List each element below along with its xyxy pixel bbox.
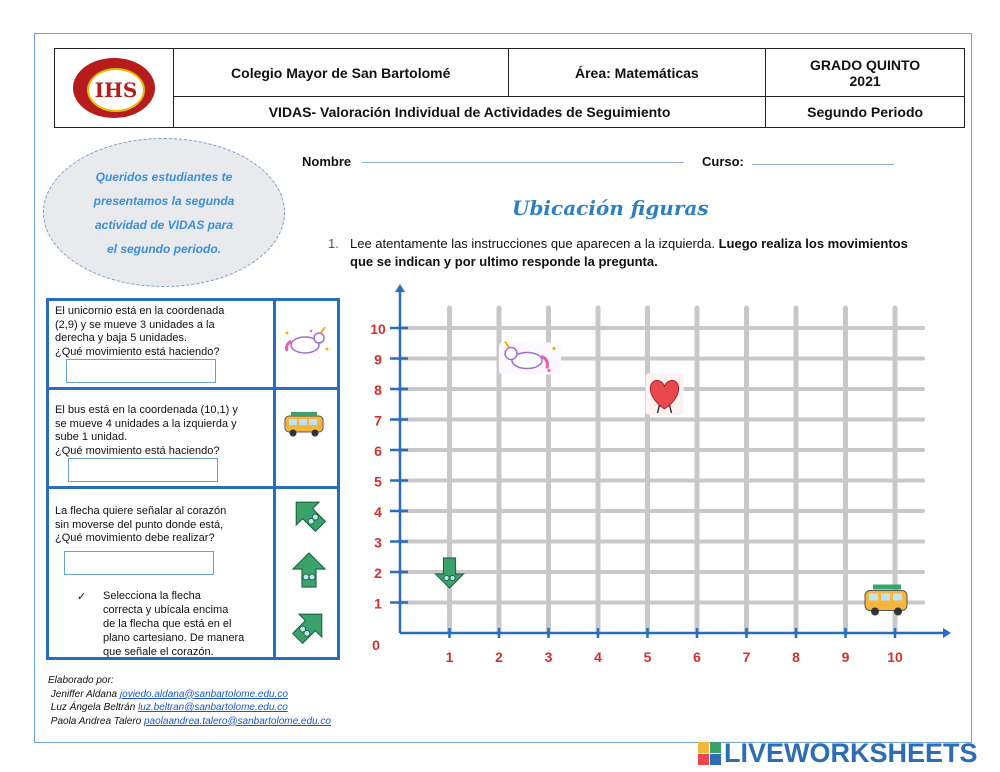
y-tick-label: 6 bbox=[374, 443, 382, 459]
author-name: Jeniffer Aldana bbox=[50, 688, 118, 700]
axis-layer bbox=[390, 284, 951, 638]
bus-wheel bbox=[894, 608, 902, 616]
y-tick-label: 8 bbox=[374, 382, 382, 398]
hint-line: Selecciona la flecha bbox=[103, 590, 201, 602]
x-axis-arrowhead bbox=[943, 628, 951, 638]
question-line: sube 1 unidad. bbox=[55, 431, 128, 443]
question-line: derecha y baja 5 unidades. bbox=[55, 332, 188, 344]
subject-area: Área: Matemáticas bbox=[508, 49, 766, 97]
question-line: (2,9) y se mueve 3 unidades a la bbox=[55, 318, 215, 331]
author-email-link[interactable]: luz.beltran@sanbartolome.edu.co bbox=[138, 702, 288, 713]
credit-line bbox=[48, 688, 331, 702]
author-email-link[interactable]: paolaandrea.talero@sanbartolome.edu.co bbox=[144, 715, 331, 727]
intro-line: Queridos estudiantes te bbox=[95, 169, 233, 184]
origin-label: 0 bbox=[372, 637, 380, 653]
page-title: Ubicación figuras bbox=[512, 196, 709, 220]
grade-year: 2021 bbox=[849, 72, 881, 89]
x-tick-label: 7 bbox=[742, 649, 751, 665]
y-tick-label: 7 bbox=[374, 412, 382, 429]
y-tick-label: 5 bbox=[374, 473, 382, 490]
bus-icon bbox=[865, 585, 907, 616]
question-line: ¿Qué movimiento está haciendo? bbox=[55, 444, 220, 457]
bus-roof bbox=[873, 585, 901, 590]
school-name: Colegio Mayor de San Bartolomé bbox=[173, 49, 508, 97]
question-line: El bus está en la coordenada (10,1) y bbox=[55, 404, 238, 416]
y-axis-arrowhead bbox=[395, 284, 405, 292]
x-tick-label: 8 bbox=[792, 649, 800, 665]
hint-line: correcta y ubícala encima bbox=[103, 604, 229, 616]
x-tick-label: 10 bbox=[887, 649, 903, 665]
question-line: sin moverse del punto donde está, bbox=[55, 518, 224, 531]
x-tick-label: 9 bbox=[841, 649, 850, 665]
hint-line: de la flecha que está en el bbox=[103, 618, 232, 630]
check-icon: ✓ bbox=[77, 591, 87, 603]
hint-line: plano cartesiano. De manera bbox=[103, 632, 245, 644]
question-line: ¿Qué movimiento debe realizar? bbox=[55, 532, 215, 544]
heart-icon bbox=[646, 373, 684, 415]
x-tick-label: 3 bbox=[544, 649, 553, 665]
x-tick-label: 2 bbox=[495, 649, 503, 665]
bus-wheel bbox=[871, 608, 879, 616]
y-tick-label: 4 bbox=[374, 504, 382, 520]
x-tick-label: 4 bbox=[594, 649, 602, 665]
intro-line: actividad de VIDAS para bbox=[94, 217, 234, 232]
intro-line: presentamos la segunda bbox=[93, 193, 235, 208]
course-label: Curso: bbox=[702, 154, 744, 169]
hint-line: que señale el corazón. bbox=[103, 646, 214, 658]
question-line: ¿Qué movimiento está haciendo? bbox=[55, 345, 220, 358]
y-tick-label: 10 bbox=[370, 321, 386, 337]
author-email-link[interactable]: joviedo.aldana@sanbartolome.edu.co bbox=[119, 688, 288, 700]
instruction-bold: Luego realiza los movimientos que se indican y por ultimo responde la pregunta. bbox=[350, 236, 908, 269]
arrow-eye bbox=[444, 575, 449, 580]
x-tick-label: 5 bbox=[643, 649, 652, 665]
bus-window bbox=[869, 594, 878, 601]
grade-label: GRADO QUINTO bbox=[810, 56, 921, 73]
bus-shape bbox=[865, 585, 907, 616]
intro-line: el segundo periodo. bbox=[106, 241, 221, 256]
author-name: Luz Ángela Beltrán bbox=[50, 702, 136, 713]
y-tick-label: 9 bbox=[374, 351, 382, 368]
question-line: se mueve 4 unidades a la izquierda y bbox=[55, 417, 237, 430]
x-tick-label: 1 bbox=[445, 649, 454, 665]
brand-text: LIVEWORKSHEETS bbox=[724, 738, 978, 768]
x-tick-label: 6 bbox=[693, 649, 701, 665]
period-label: Segundo Periodo bbox=[766, 97, 965, 128]
credits-label: Elaborado por: bbox=[48, 675, 114, 686]
arrow-eye bbox=[450, 575, 455, 580]
credit-line bbox=[48, 715, 331, 729]
logo-text: IHS bbox=[87, 68, 145, 112]
y-tick-label: 2 bbox=[374, 565, 382, 581]
bus-window bbox=[893, 594, 902, 601]
question-line: El unicornio está en la coordenada bbox=[55, 305, 225, 317]
instruction-number: 1. bbox=[328, 236, 339, 251]
bus-window bbox=[881, 594, 890, 601]
vidas-subtitle: VIDAS- Valoración Individual de Actividades de Seguimiento bbox=[173, 97, 765, 128]
grid-layer bbox=[400, 308, 923, 633]
unicorn-head bbox=[505, 348, 517, 360]
brand-logo-icon bbox=[698, 742, 721, 765]
author-name: Paola Andrea Talero bbox=[50, 715, 142, 727]
liveworksheets-brand[interactable] bbox=[698, 738, 978, 769]
instruction-plain: Lee atentamente las instrucciones que aparecen a la izquierda. bbox=[350, 236, 719, 251]
question-line: La flecha quiere señalar al corazón bbox=[55, 505, 227, 517]
name-label: Nombre bbox=[302, 154, 352, 169]
y-tick-label: 3 bbox=[374, 534, 382, 551]
credits bbox=[48, 674, 331, 728]
credit-line bbox=[48, 701, 331, 715]
sparkle bbox=[547, 369, 550, 372]
sparkle bbox=[552, 347, 555, 350]
unicorn-icon bbox=[499, 342, 561, 375]
y-tick-label: 1 bbox=[374, 595, 382, 612]
